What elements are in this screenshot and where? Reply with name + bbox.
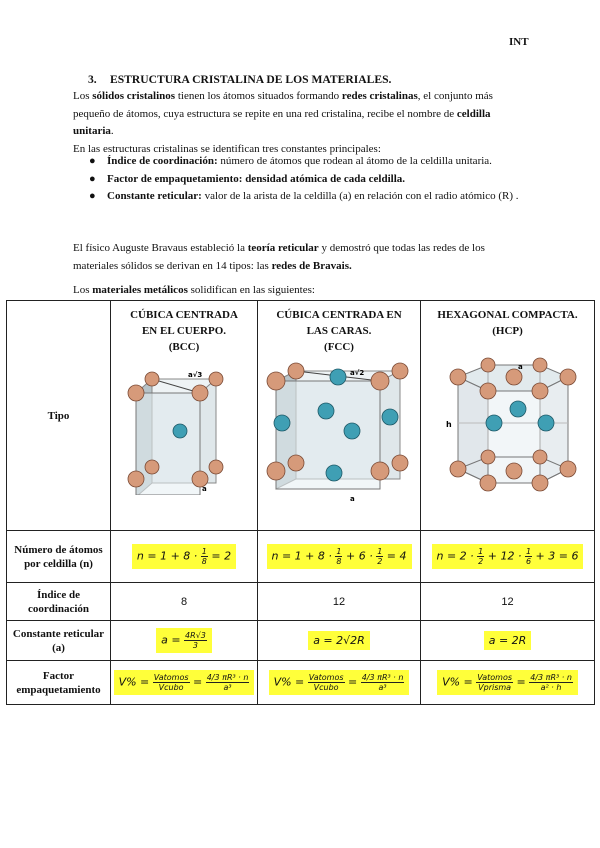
metals-paragraph <box>73 282 528 300</box>
denominator: a³ <box>378 683 387 692</box>
atom-copper <box>145 460 159 474</box>
crystal-structures-table <box>6 300 595 705</box>
atom-teal <box>274 415 290 431</box>
list-text: número de átomos que rodean al átomo de la celdilla unitaria. <box>217 155 492 167</box>
hcp-unit-cell-diagram <box>428 339 588 509</box>
atom-copper <box>209 460 223 474</box>
hcp-ic: 12 <box>421 583 595 621</box>
atom-copper <box>480 475 496 491</box>
fraction <box>201 547 208 566</box>
denominator: 2 <box>377 557 383 566</box>
table-row <box>7 583 595 621</box>
atom-teal <box>486 415 502 431</box>
denominator: 6 <box>525 557 532 566</box>
numerator: Vatomos <box>153 673 189 682</box>
hcp-name-line1: HEXAGONAL COMPACTA. <box>437 309 578 321</box>
hcp-cell <box>421 301 595 531</box>
formula-text: + 12 · <box>484 549 525 563</box>
fcc-n <box>258 531 421 583</box>
atom-teal <box>382 409 398 425</box>
section-title: ESTRUCTURA CRISTALINA DE LOS MATERIALES. <box>110 73 392 86</box>
bcc-unit-cell-diagram <box>124 355 244 495</box>
hcp-fe <box>421 661 595 705</box>
text-run: El físico Auguste Bravaus estableció la <box>73 242 248 254</box>
atom-copper <box>532 383 548 399</box>
fcc-a <box>258 621 421 661</box>
formula-highlight <box>156 628 212 653</box>
bold-term: celdilla unitaria <box>73 107 491 137</box>
bcc-abbr: (BCC) <box>168 341 200 353</box>
row-label-ic: Índice de coordinación <box>7 583 111 621</box>
fraction <box>529 673 573 692</box>
fraction <box>206 673 250 692</box>
numerator: 1 <box>377 547 383 556</box>
bold-term: teoría reticular <box>247 242 319 254</box>
formula-text: = 4 <box>383 549 407 563</box>
denominator: Vprisma <box>478 683 512 692</box>
text-run: . <box>110 125 114 137</box>
numerator: 1 <box>336 547 342 556</box>
atom-teal <box>344 423 360 439</box>
numerator: 1 <box>525 547 532 556</box>
atom-copper <box>392 455 408 471</box>
bold-term: materiales metálicos <box>92 284 188 296</box>
numerator: Vatomos <box>308 673 344 682</box>
atom-copper <box>560 369 576 385</box>
table-row <box>7 531 595 583</box>
table-row <box>7 621 595 661</box>
numerator: 4/3 πR³ · n <box>361 673 404 682</box>
bold-term: Índice de coordinación: <box>107 155 218 167</box>
atom-copper <box>450 369 466 385</box>
numerator: 1 <box>201 547 207 556</box>
section-heading <box>88 73 391 86</box>
denominator: 8 <box>336 557 342 566</box>
intro-line2: En las estructuras cristalinas se identifican tres constantes principales: <box>73 142 381 155</box>
fraction <box>184 631 207 650</box>
formula-text: V% = <box>442 675 477 689</box>
atom-copper <box>506 369 522 385</box>
atom-copper <box>288 363 304 379</box>
list-item <box>73 171 528 189</box>
bcc-cell <box>111 301 258 531</box>
formula-text: + 3 = 6 <box>532 549 579 563</box>
formula-highlight <box>132 544 236 569</box>
bold-term: redes de Bravais. <box>271 259 352 272</box>
formula-highlight: V% = $\frac{\text{Vatomos}}{\text{Vprisma}}$ = $\frac{\text{4/3 πR³ · n}}{\text{a² · h}}$ <box>437 670 578 695</box>
text-run: Los <box>73 90 93 102</box>
fcc-name-line2: LAS CARAS. <box>306 325 372 337</box>
fraction <box>476 673 513 692</box>
atom-copper <box>532 475 548 491</box>
fraction <box>361 673 405 692</box>
text-run: y demostró que todas las redes de los materiales sólidos se derivan en 14 tipos: las <box>73 242 485 272</box>
denominator: Vcubo <box>313 683 339 692</box>
bcc-edge-label: a <box>202 485 207 493</box>
text-run: Los <box>73 284 93 296</box>
atom-copper <box>533 358 547 372</box>
formula-highlight: a = 2√2R <box>308 631 370 650</box>
numerator: Vatomos <box>477 673 512 682</box>
atom-copper <box>209 372 223 386</box>
fcc-name-line1: CÚBICA CENTRADA EN <box>276 309 402 321</box>
hcp-height-label: h <box>445 420 452 429</box>
formula-text: = 2 <box>207 549 232 563</box>
fcc-edge-label: a <box>350 495 355 503</box>
bullet-icon: ● <box>89 172 96 185</box>
atom-copper <box>371 372 389 390</box>
bold-term: redes cristalinas <box>341 90 418 102</box>
atom-copper <box>533 450 547 464</box>
fraction <box>308 673 345 692</box>
bullet-icon: ● <box>89 190 96 202</box>
atom-copper <box>480 383 496 399</box>
atom-copper <box>288 455 304 471</box>
formula-text: n = 1 + 8 · <box>271 549 336 563</box>
atom-copper <box>560 461 576 477</box>
bold-term: Factor de empaquetamiento: densidad atómica de cada celdilla. <box>107 172 405 185</box>
hcp-edge-label: a <box>517 363 523 371</box>
atom-copper <box>128 471 144 487</box>
fcc-unit-cell-diagram <box>264 355 414 505</box>
fcc-fe <box>258 661 421 705</box>
denominator: Vcubo <box>158 683 184 692</box>
atom-copper <box>392 363 408 379</box>
numerator: 4/3 πR³ · n <box>206 673 249 682</box>
atom-teal <box>510 401 526 417</box>
atom-teal <box>318 403 334 419</box>
atom-copper <box>450 461 466 477</box>
bcc-top-label: a√3 <box>188 371 203 379</box>
hcp-abbr: (HCP) <box>492 325 523 337</box>
formula-text: n = 2 · <box>436 549 478 563</box>
atom-teal <box>330 369 346 385</box>
denominator: a² · h <box>540 683 562 692</box>
fraction <box>525 547 532 566</box>
atom-teal <box>326 465 342 481</box>
bold-term: Constante reticular: <box>107 190 202 202</box>
hcp-a <box>421 621 595 661</box>
fcc-ic: 12 <box>258 583 421 621</box>
formula-highlight: a = 2R <box>484 631 532 650</box>
denominator: 8 <box>201 557 207 566</box>
text-run: , el conjunto más pequeño de átomos, cuya estructura se repite en una red cristalina, recibe el nombre de <box>73 90 493 120</box>
bullet-icon: ● <box>89 155 96 167</box>
row-label-tipo: Tipo <box>7 301 111 531</box>
fcc-cell <box>258 301 421 531</box>
atom-copper <box>481 358 495 372</box>
fcc-abbr: (FCC) <box>324 341 354 353</box>
denominator: a³ <box>223 683 232 692</box>
formula-text: V% = <box>118 675 153 689</box>
numerator: 4/3 πR³ · n <box>530 673 572 682</box>
atom-copper <box>145 372 159 386</box>
bcc-ic: 8 <box>111 583 258 621</box>
bold-term: sólidos cristalinos <box>92 90 176 102</box>
section-number: 3. <box>88 73 97 86</box>
atom-copper <box>192 385 208 401</box>
formula-highlight <box>267 544 412 569</box>
formula-text: + 6 · <box>342 549 377 563</box>
fcc-top-label: a√2 <box>350 369 365 377</box>
numerator: 1 <box>478 547 484 556</box>
atom-copper <box>267 462 285 480</box>
text-run: tienen los átomos situados formando <box>175 90 342 102</box>
bcc-name-line2: EN EL CUERPO. <box>141 325 227 337</box>
formula-highlight: V% = $\frac{\text{Vatomos}}{\text{Vcubo}}$ = $\frac{\text{4/3 πR³ · n}}{\text{a³}}$ <box>114 670 255 695</box>
constants-list <box>73 153 528 206</box>
hcp-n <box>421 531 595 583</box>
denominator: 2 <box>478 557 484 566</box>
denominator: 3 <box>192 641 199 650</box>
fraction <box>153 673 190 692</box>
numerator: 4R√3 <box>185 631 206 640</box>
list-item <box>73 153 528 171</box>
atom-copper <box>371 462 389 480</box>
formula-highlight: V% = $\frac{\text{Vatomos}}{\text{Vcubo}}$ = $\frac{\text{4/3 πR³ · n}}{\text{a³}}$ <box>269 670 410 695</box>
formula-text: a = <box>161 633 185 647</box>
atom-teal <box>173 424 187 438</box>
row-label-cr: Constante reticular (a) <box>7 621 111 661</box>
formula-text: V% = <box>273 675 308 689</box>
bcc-n <box>111 531 258 583</box>
bcc-name-line1: CÚBICA CENTRADA <box>130 309 238 321</box>
list-text: valor de la arista de la celdilla (a) en relación con el radio atómico (R) . <box>201 190 519 202</box>
row-label-fe: Factor empaquetamiento <box>7 661 111 705</box>
bravais-paragraph <box>73 240 528 275</box>
table-row <box>7 301 595 531</box>
formula-text: n = 1 + 8 · <box>136 549 201 563</box>
atom-copper <box>481 450 495 464</box>
atom-copper <box>128 385 144 401</box>
header-tag: INT <box>509 36 529 48</box>
bcc-fe <box>111 661 258 705</box>
atom-copper <box>267 372 285 390</box>
intro-paragraph <box>73 88 528 158</box>
formula-highlight <box>432 544 584 569</box>
bcc-a <box>111 621 258 661</box>
row-label-n: Número de átomos por celdilla (n) <box>7 531 111 583</box>
list-item <box>73 188 528 206</box>
table-row <box>7 661 595 705</box>
text-run: solidifican en las siguientes: <box>187 284 315 296</box>
atom-copper <box>506 463 522 479</box>
atom-teal <box>538 415 554 431</box>
